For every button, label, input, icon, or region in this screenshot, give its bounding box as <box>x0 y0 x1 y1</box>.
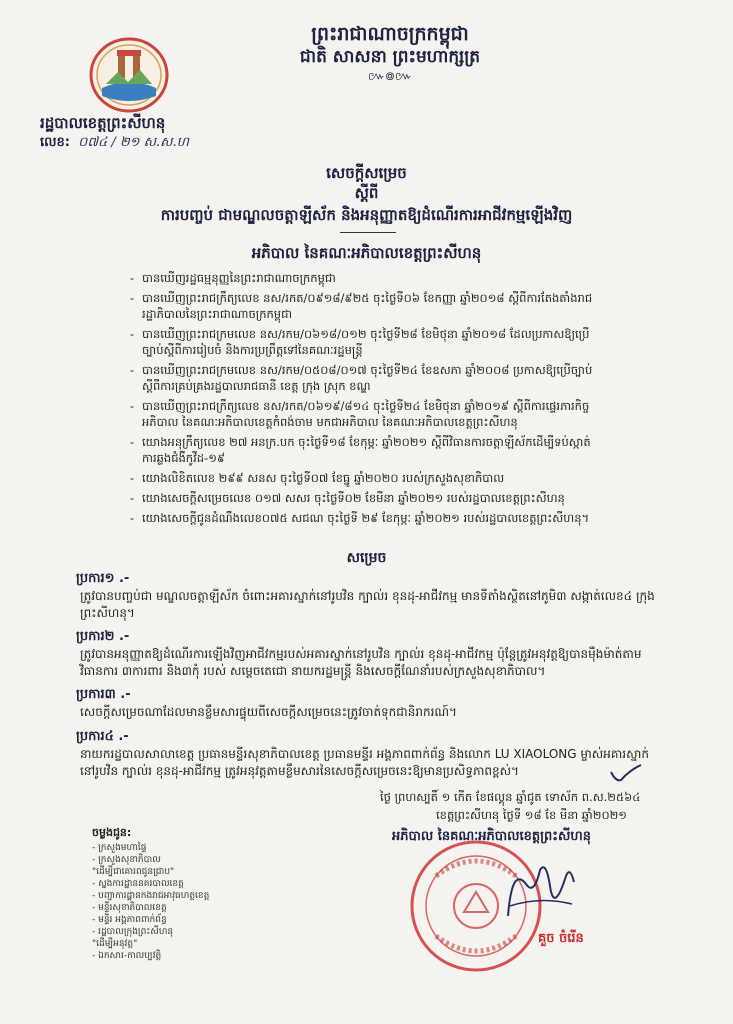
recipient-item: - រដ្ឋបាលក្រុងព្រះសីហនុ <box>92 927 174 937</box>
reference-item: - យោងសេចក្តីសម្រេចលេខ ០១៧ សសរ ចុះថ្ងៃទី០២ ខែមីនា ឆ្នាំ២០២១ របស់រដ្ឋបាលខេត្តព្រះសីហនុ <box>130 490 600 506</box>
reference-item: - យោងលិខិតលេខ ២៩៩ សនស ចុះថ្ងៃទី០៧ ខែធ្នូ ឆ្នាំ២០២០ របស់ក្រសួងសុខាភិបាល <box>130 470 600 486</box>
title-divider <box>340 232 396 233</box>
reference-item: - បានឃើញព្រះរាជក្រឹត្យលេខ នស/រកត/០៩១៨/៩២៥ ចុះថ្ងៃទី០៦ ខែកញ្ញា ឆ្នាំ២០១៨ ស្តីពីការតែងតាំងរាជរដ្ឋាភិបាលនៃព្រះរាជាណាចក្រកម្ពុជា <box>130 290 600 322</box>
document-regarding: ស្តីពី <box>354 184 379 202</box>
handwritten-signature <box>500 856 580 926</box>
article-1-text: ត្រូវបានបញ្ចប់ជា មណ្ឌលចត្តាឡីស័ក ចំពោះអគារស្នាក់នៅរូបវិន ក្បាល់រ ខុនដុ-អាជីវកម្ម មានទីតាំងស្ថិតនៅភូមិ៣ សង្កាត់លេខ៤ ក្រុងព្រះសីហនុ។ <box>80 589 655 620</box>
reference-item: - យោងសេចក្តីជូនដំណឹងលេខ០៧៥ សជណ ចុះថ្ងៃទី ២៩ ខែកុម្ភៈ ឆ្នាំ២០២១ របស់រដ្ឋបាលខេត្តព្រះសីហនុ។ <box>130 510 600 526</box>
copy-to-heading: ចម្លងជូន: <box>92 826 132 839</box>
recipient-item: - មន្ទីរសុខាភិបាលខេត្ត <box>92 903 167 913</box>
reference-item: - បានឃើញរដ្ឋធម្មនុញ្ញនៃព្រះរាជាណាចក្រកម្ពុជា <box>130 270 600 286</box>
recipient-item: - ស្នងការដ្ឋាននគរបាលខេត្ត <box>92 879 184 889</box>
recipient-item: "ដើម្បីជាគោរពជូនជ្រាប" <box>92 867 175 877</box>
provincial-emblem-logo <box>88 36 170 114</box>
recipients-list <box>92 842 282 962</box>
recipient-item: - ក្រសួងសុខាភិបាល <box>92 855 161 865</box>
signatory-title: អភិបាល នៃគណៈអភិបាលខេត្តព្រះសីហនុ <box>392 829 591 844</box>
lunar-date: ថ្ងៃ ព្រហស្បតិ៍ ១ កើត ខែផល្គុន ឆ្នាំជូត ទោស័ក ព.ស.២៥៦៤ <box>380 790 641 804</box>
article-4-text: នាយករដ្ឋបាលសាលាខេត្ត ប្រធានមន្ទីរសុខាភិបាលខេត្ត ប្រធានមន្ទីរ អង្គភាពពាក់ព័ន្ធ និងលោក LU XIAOLONG ម្ចាស់អគារស្នាក់នៅរូបវិន ក្បាល់រ ខុនដុ-អាជីវកម្ម ត្រូវអនុវត្តតាមខ្លឹមសារនៃសេចក្តីសម្រេចនេះឱ្យមានប្រសិទ្ធភាពខ្ពស់។ <box>80 747 649 778</box>
reference-item: - យោងអនុក្រឹត្យលេខ ២៧ អនក្រ.បក ចុះថ្ងៃទី១៨ ខែកុម្ភៈ ឆ្នាំ២០២១ ស្តីពីវិធានការចត្តាឡីស័កដើម្បីទប់ស្កាត់ការឆ្លងជំងឺកូវីដ-១៩ <box>130 434 600 466</box>
article-3-heading: ប្រការ៣ .- <box>76 687 131 702</box>
header-ornament: ៚៙៚ <box>368 69 412 83</box>
article-4-heading: ប្រការ៤ .- <box>76 729 129 744</box>
document-type-title: សេចក្តីសម្រេច <box>326 164 407 182</box>
recipient-item: - មន្ទីរ អង្គភាពពាក់ព័ន្ធ <box>92 915 167 925</box>
issuing-administration: រដ្ឋបាលខេត្តព្រះសីហនុ <box>40 114 166 132</box>
article-3-text: សេចក្តីសម្រេចណាដែលមានខ្លឹមសារផ្ទុយពីសេចក្តីសម្រេចនេះត្រូវចាត់ទុកជានិរាករណ៍។ <box>80 705 457 719</box>
recipient-item: - ឯកសារ-កាលប្បវត្តិ <box>92 951 162 961</box>
reference-item: - បានឃើញព្រះរាជក្រឹត្យលេខ នស/រកត/០៦១៩/៨១៤ ចុះថ្ងៃទី២៤ ខែមិថុនា ឆ្នាំ២០១៩ ស្តីពីការផ្ទេរភារកិច្ចអភិបាល នៃគណៈអភិបាលខេត្តកំពង់ចាម មកជាអភិបាល នៃគណៈអភិបាលខេត្តព្រះសីហនុ <box>130 398 600 430</box>
reference-label: លេខ: <box>40 135 70 150</box>
handwritten-checkmark-icon <box>608 762 644 786</box>
reference-item: - បានឃើញព្រះរាជក្រមលេខ នស/រកម/០៥០៨/០១៧ ចុះថ្ងៃទី២៤ ខែឧសភា ឆ្នាំ២០០៨ ប្រកាសឱ្យប្រើច្បាប់ស្តីពីការគ្រប់គ្រងរដ្ឋបាលរាជធានី ខេត្ត ក្រុង ស្រុក ខណ្ឌ <box>130 362 600 394</box>
kingdom-heading: ព្រះរាជាណាចក្រកម្ពុជា <box>311 23 469 45</box>
reference-line <box>40 134 189 153</box>
recipient-item: - បញ្ជាការដ្ឋានកងរាជអាវុធហត្ថខេត្ត <box>92 891 210 901</box>
document-subject: ការបញ្ចប់ ជាមណ្ឌលចត្តាឡីស័ក និងអនុញ្ញាតឱ្យដំណើរការអាជីវកម្មឡើងវិញ <box>160 206 573 224</box>
article-2-heading: ប្រការ២ .- <box>76 629 130 644</box>
article-1-heading: ប្រការ១ .- <box>76 571 130 586</box>
national-motto: ជាតិ សាសនា ព្រះមហាក្សត្រ <box>299 47 481 67</box>
governor-heading: អភិបាល នៃគណៈអភិបាលខេត្តព្រះសីហនុ <box>251 244 482 262</box>
signer-name: គួច ចំរើន <box>538 931 584 946</box>
recipient-item: "ដើម្បីអនុវត្ត" <box>92 939 138 949</box>
article-2-text: ត្រូវបានអនុញ្ញាតឱ្យដំណើរការឡើងវិញអាជីវកម្មរបស់អគារស្នាក់នៅរូបវិន ក្បាល់រ ខុនដុ-អាជីវកម្ម ប៉ុន្តែត្រូវអនុវត្តឱ្យបានម៉ឺងម៉ាត់តាមវិធានការ ៣ការពារ និង៣កុំ របស់ សម្តេចតេជោ នាយករដ្ឋមន្ត្រី និងសេចក្តីណែនាំរបស់ក្រសួងសុខាភិបាល។ <box>80 647 642 678</box>
legal-references-list <box>130 270 600 530</box>
reference-item: - បានឃើញព្រះរាជក្រមលេខ នស/រកម/០៦១៨/០១២ ចុះថ្ងៃទី២៨ ខែមិថុនា ឆ្នាំ២០១៨ ដែលប្រកាសឱ្យប្រើច្បាប់ស្តីពីការរៀបចំ និងការប្រព្រឹត្តទៅនៃគណៈរដ្ឋមន្ត្រី <box>130 326 600 358</box>
decision-heading: សម្រេច <box>346 550 387 566</box>
recipient-item: - ក្រសួងមហាផ្ទៃ <box>92 843 147 853</box>
reference-number: ០៧៤ / ២១ ស.ស.ហ <box>78 135 190 150</box>
solar-date: ខេត្តព្រះសីហនុ ថ្ងៃទី ១៨ ខែ មីនា ឆ្នាំ២០២១ <box>436 808 628 822</box>
